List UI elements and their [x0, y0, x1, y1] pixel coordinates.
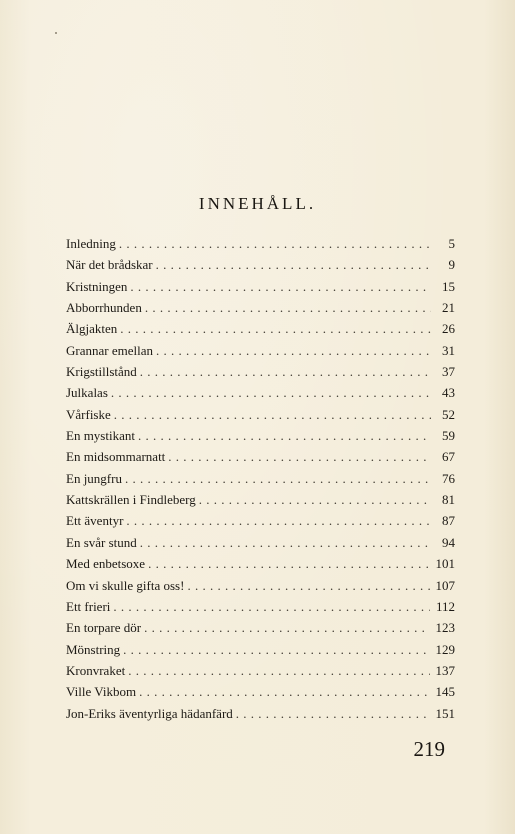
- toc-entry-title: En mystikant: [66, 428, 135, 444]
- dot-leader: [187, 575, 429, 596]
- toc-entry: [66, 639, 455, 660]
- toc-entry-title: När det brådskar: [66, 257, 153, 273]
- toc-entry: [66, 703, 455, 724]
- toc-entry: [66, 254, 455, 275]
- dot-leader: [168, 446, 431, 467]
- toc-entry-page: 37: [442, 364, 455, 380]
- dot-leader: [126, 510, 431, 531]
- toc-entry-page: 5: [448, 236, 455, 251]
- toc-entry-page: 76: [442, 470, 455, 486]
- dot-leader: [113, 596, 430, 617]
- dot-leader: [140, 532, 431, 553]
- toc-entry-page: 94: [442, 534, 455, 550]
- dot-leader: [144, 617, 429, 638]
- dot-leader: [130, 276, 431, 297]
- dot-leader: [145, 297, 431, 318]
- toc-entry: [66, 681, 455, 702]
- toc-entry-title: Grannar emellan: [66, 342, 153, 358]
- toc-entry: [66, 553, 455, 574]
- dot-leader: [140, 361, 431, 382]
- toc-entry-title: En jungfru: [66, 470, 122, 486]
- toc-entry-page: 21: [442, 300, 455, 316]
- toc-entry-page: 145: [435, 684, 455, 700]
- toc-entry-title: Jon-Eriks äventyrliga hädanfärd: [66, 705, 233, 721]
- dot-leader: [148, 553, 429, 574]
- toc-entry-page: 101: [435, 556, 455, 572]
- toc-entry-page: 107: [435, 577, 455, 593]
- dot-leader: [199, 489, 431, 510]
- toc-entry-page: 151: [435, 705, 455, 721]
- dot-leader: [139, 681, 429, 702]
- toc-entry: [66, 446, 455, 467]
- toc-entry-page: 67: [442, 449, 455, 465]
- toc-entry-title: En torpare dör: [66, 620, 142, 636]
- toc-entry-title: Älgjakten: [66, 321, 118, 337]
- toc-entry-title: Ett äventyr: [66, 513, 124, 529]
- toc-entry-page: 137: [435, 662, 455, 678]
- toc-entry-page: 9: [448, 257, 455, 273]
- toc-entry: [66, 660, 455, 681]
- toc-entry-title: Inledning: [66, 236, 116, 251]
- toc-entry: [66, 425, 455, 446]
- toc-entry-title: Abborrhunden: [66, 300, 142, 316]
- toc-entry: [66, 617, 455, 638]
- toc-entry-title: Kattskrällen i Findleberg: [66, 492, 196, 508]
- toc-entry: [66, 318, 455, 339]
- toc-entry-page: 81: [442, 492, 455, 508]
- toc-entry-page: 52: [442, 406, 455, 422]
- dot-leader: [123, 639, 429, 660]
- toc-entry-title: Krigstillstånd: [66, 364, 137, 380]
- toc-entry-title: Mönstring: [66, 641, 121, 657]
- dot-leader: [138, 425, 431, 446]
- toc-entry-page: 129: [435, 641, 455, 657]
- toc-entry: [66, 575, 455, 596]
- toc-entry-title: Med enbetsoxe: [66, 556, 146, 572]
- toc-entry-title: Om vi skulle gifta oss!: [66, 577, 185, 593]
- toc-entry-page: 43: [442, 385, 455, 401]
- paper-speck: [55, 32, 57, 34]
- dot-leader: [236, 703, 430, 724]
- toc-entry-title: En svår stund: [66, 534, 137, 550]
- toc-entry-page: 112: [435, 598, 455, 614]
- dot-leader: [125, 468, 431, 489]
- toc-entry-title: Kristningen: [66, 278, 128, 294]
- dot-leader: [156, 254, 431, 275]
- table-of-contents: [66, 233, 455, 724]
- toc-entry-title: Ett frieri: [66, 598, 111, 614]
- toc-entry: [66, 468, 455, 489]
- toc-entry-page: 31: [442, 342, 455, 358]
- toc-entry: [66, 596, 455, 617]
- dot-leader: [120, 318, 431, 339]
- page-heading: INNEHÅLL.: [198, 194, 317, 213]
- toc-entry: [66, 233, 455, 254]
- dot-leader: [156, 340, 431, 361]
- toc-entry-page: 26: [442, 321, 455, 337]
- toc-entry: [66, 404, 455, 425]
- toc-entry-title: En midsommarnatt: [66, 449, 166, 465]
- toc-entry: [66, 489, 455, 510]
- toc-entry: [66, 297, 455, 318]
- toc-entry: [66, 532, 455, 553]
- toc-entry-title: Julkalas: [66, 385, 108, 401]
- toc-entry-page: 59: [442, 428, 455, 444]
- page-number: 219: [413, 737, 445, 761]
- dot-leader: [119, 233, 431, 254]
- toc-entry-title: Kronvraket: [66, 662, 126, 678]
- dot-leader: [111, 382, 431, 403]
- toc-entry: [66, 510, 455, 531]
- toc-entry-page: 87: [442, 513, 455, 529]
- toc-entry-page: 15: [442, 278, 455, 294]
- dot-leader: [114, 404, 431, 425]
- toc-entry: [66, 382, 455, 403]
- toc-entry-title: Vårfiske: [66, 406, 111, 422]
- toc-entry-title: Ville Vikbom: [66, 684, 137, 700]
- toc-entry: [66, 276, 455, 297]
- toc-entry-page: 123: [435, 620, 455, 636]
- toc-entry: [66, 340, 455, 361]
- dot-leader: [128, 660, 429, 681]
- toc-entry: [66, 361, 455, 382]
